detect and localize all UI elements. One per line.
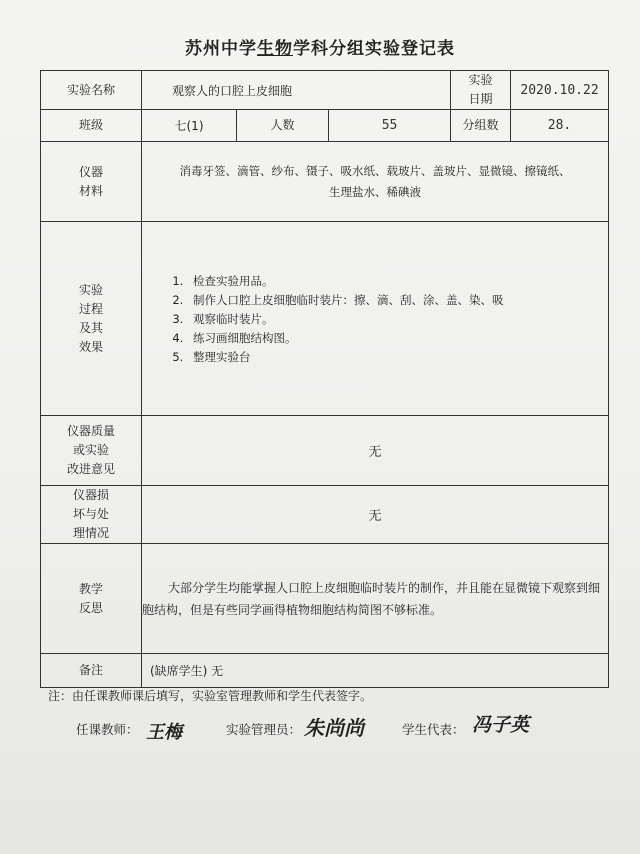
process-steps-list <box>142 272 608 367</box>
date-label-line-1: 实验 <box>468 73 493 87</box>
student-rep-signature-label: 学生代表： <box>402 722 465 737</box>
process-label-line-4: 效果 <box>78 339 103 354</box>
equipment-label <box>41 142 142 222</box>
signature-row <box>76 712 616 752</box>
row-process <box>41 222 609 416</box>
process-steps-cell <box>142 222 609 416</box>
title-subject: 生物 <box>257 39 293 59</box>
title-suffix: 学科分组实验登记表 <box>293 39 455 59</box>
reflection-label-line-1: 教学 <box>78 581 103 596</box>
process-label-line-2: 过程 <box>78 301 103 316</box>
date-label-line-2: 日期 <box>468 92 493 106</box>
group-count-value: 28. <box>511 110 609 142</box>
student-count-label: 人数 <box>237 110 329 142</box>
damage-label-line-2: 坏与处 <box>72 507 109 521</box>
footnote: 注：由任课教师课后填写，实验室管理教师和学生代表签字。 <box>48 689 373 703</box>
row-reflection <box>41 544 609 654</box>
experiment-name-label: 实验名称 <box>41 71 142 110</box>
group-count-label: 分组数 <box>451 110 511 142</box>
reflection-label <box>41 544 142 654</box>
row-class-info <box>41 110 609 142</box>
row-damage <box>41 486 609 544</box>
teacher-signature: 王梅 <box>146 722 182 743</box>
damage-label-line-1: 仪器损 <box>72 488 109 502</box>
process-step: 5. 整理实验台 <box>187 348 608 367</box>
experiment-date-label <box>451 71 511 110</box>
experiment-registration-table <box>40 70 609 688</box>
teacher-signature-label: 任课教师： <box>76 722 139 737</box>
class-value: 七(1) <box>142 110 237 142</box>
quality-value: 无 <box>142 416 609 486</box>
equipment-label-line-2: 材料 <box>78 183 103 198</box>
lab-manager-signature: 朱尚尚 <box>304 716 364 740</box>
experiment-name-value: 观察人的口腔上皮细胞 <box>142 71 451 110</box>
process-label-line-3: 及其 <box>78 320 103 335</box>
row-quality <box>41 416 609 486</box>
experiment-date-value: 2020.10.22 <box>511 71 609 110</box>
process-label-line-1: 实验 <box>78 282 103 297</box>
remarks-label: 备注 <box>41 654 142 688</box>
damage-value: 无 <box>142 486 609 544</box>
lab-manager-signature-label: 实验管理员： <box>226 722 302 737</box>
student-count-value: 55 <box>329 110 451 142</box>
process-step: 2. 制作人口腔上皮细胞临时装片：擦、滴、刮、涂、盖、染、吸 <box>187 291 608 310</box>
process-step: 3. 观察临时装片。 <box>187 310 608 329</box>
student-rep-signature: 冯子英 <box>472 714 530 736</box>
title-school: 苏州中学 <box>185 39 257 59</box>
row-experiment-name <box>41 71 609 110</box>
page-title <box>0 34 640 59</box>
equipment-label-line-1: 仪器 <box>78 164 103 179</box>
class-label: 班级 <box>41 110 142 142</box>
damage-label <box>41 486 142 544</box>
quality-label-line-2: 或实验 <box>72 443 109 457</box>
row-equipment <box>41 142 609 222</box>
process-label <box>41 222 142 416</box>
remarks-value: (缺席学生) 无 <box>142 654 609 688</box>
reflection-text: 大部分学生均能掌握人口腔上皮细胞临时装片的制作，并且能在显微镜下观察到细胞结构，但是有些同学画得植物细胞结构简图不够标准。 <box>142 544 609 654</box>
quality-label-line-3: 改进意见 <box>66 462 115 476</box>
row-remarks <box>41 654 609 688</box>
equipment-line-2: 生理盐水、稀碘液 <box>329 184 422 199</box>
process-step: 1. 检查实验用品。 <box>187 272 608 291</box>
process-step: 4. 练习画细胞结构图。 <box>187 329 608 348</box>
reflection-label-line-2: 反思 <box>78 600 103 615</box>
quality-label-line-1: 仪器质量 <box>66 424 115 438</box>
equipment-line-1: 消毒牙签、滴管、纱布、镊子、吸水纸、载玻片、盖玻片、显微镜、擦镜纸、 <box>179 163 571 178</box>
quality-label <box>41 416 142 486</box>
equipment-list <box>142 142 609 222</box>
damage-label-line-3: 理情况 <box>72 526 109 540</box>
